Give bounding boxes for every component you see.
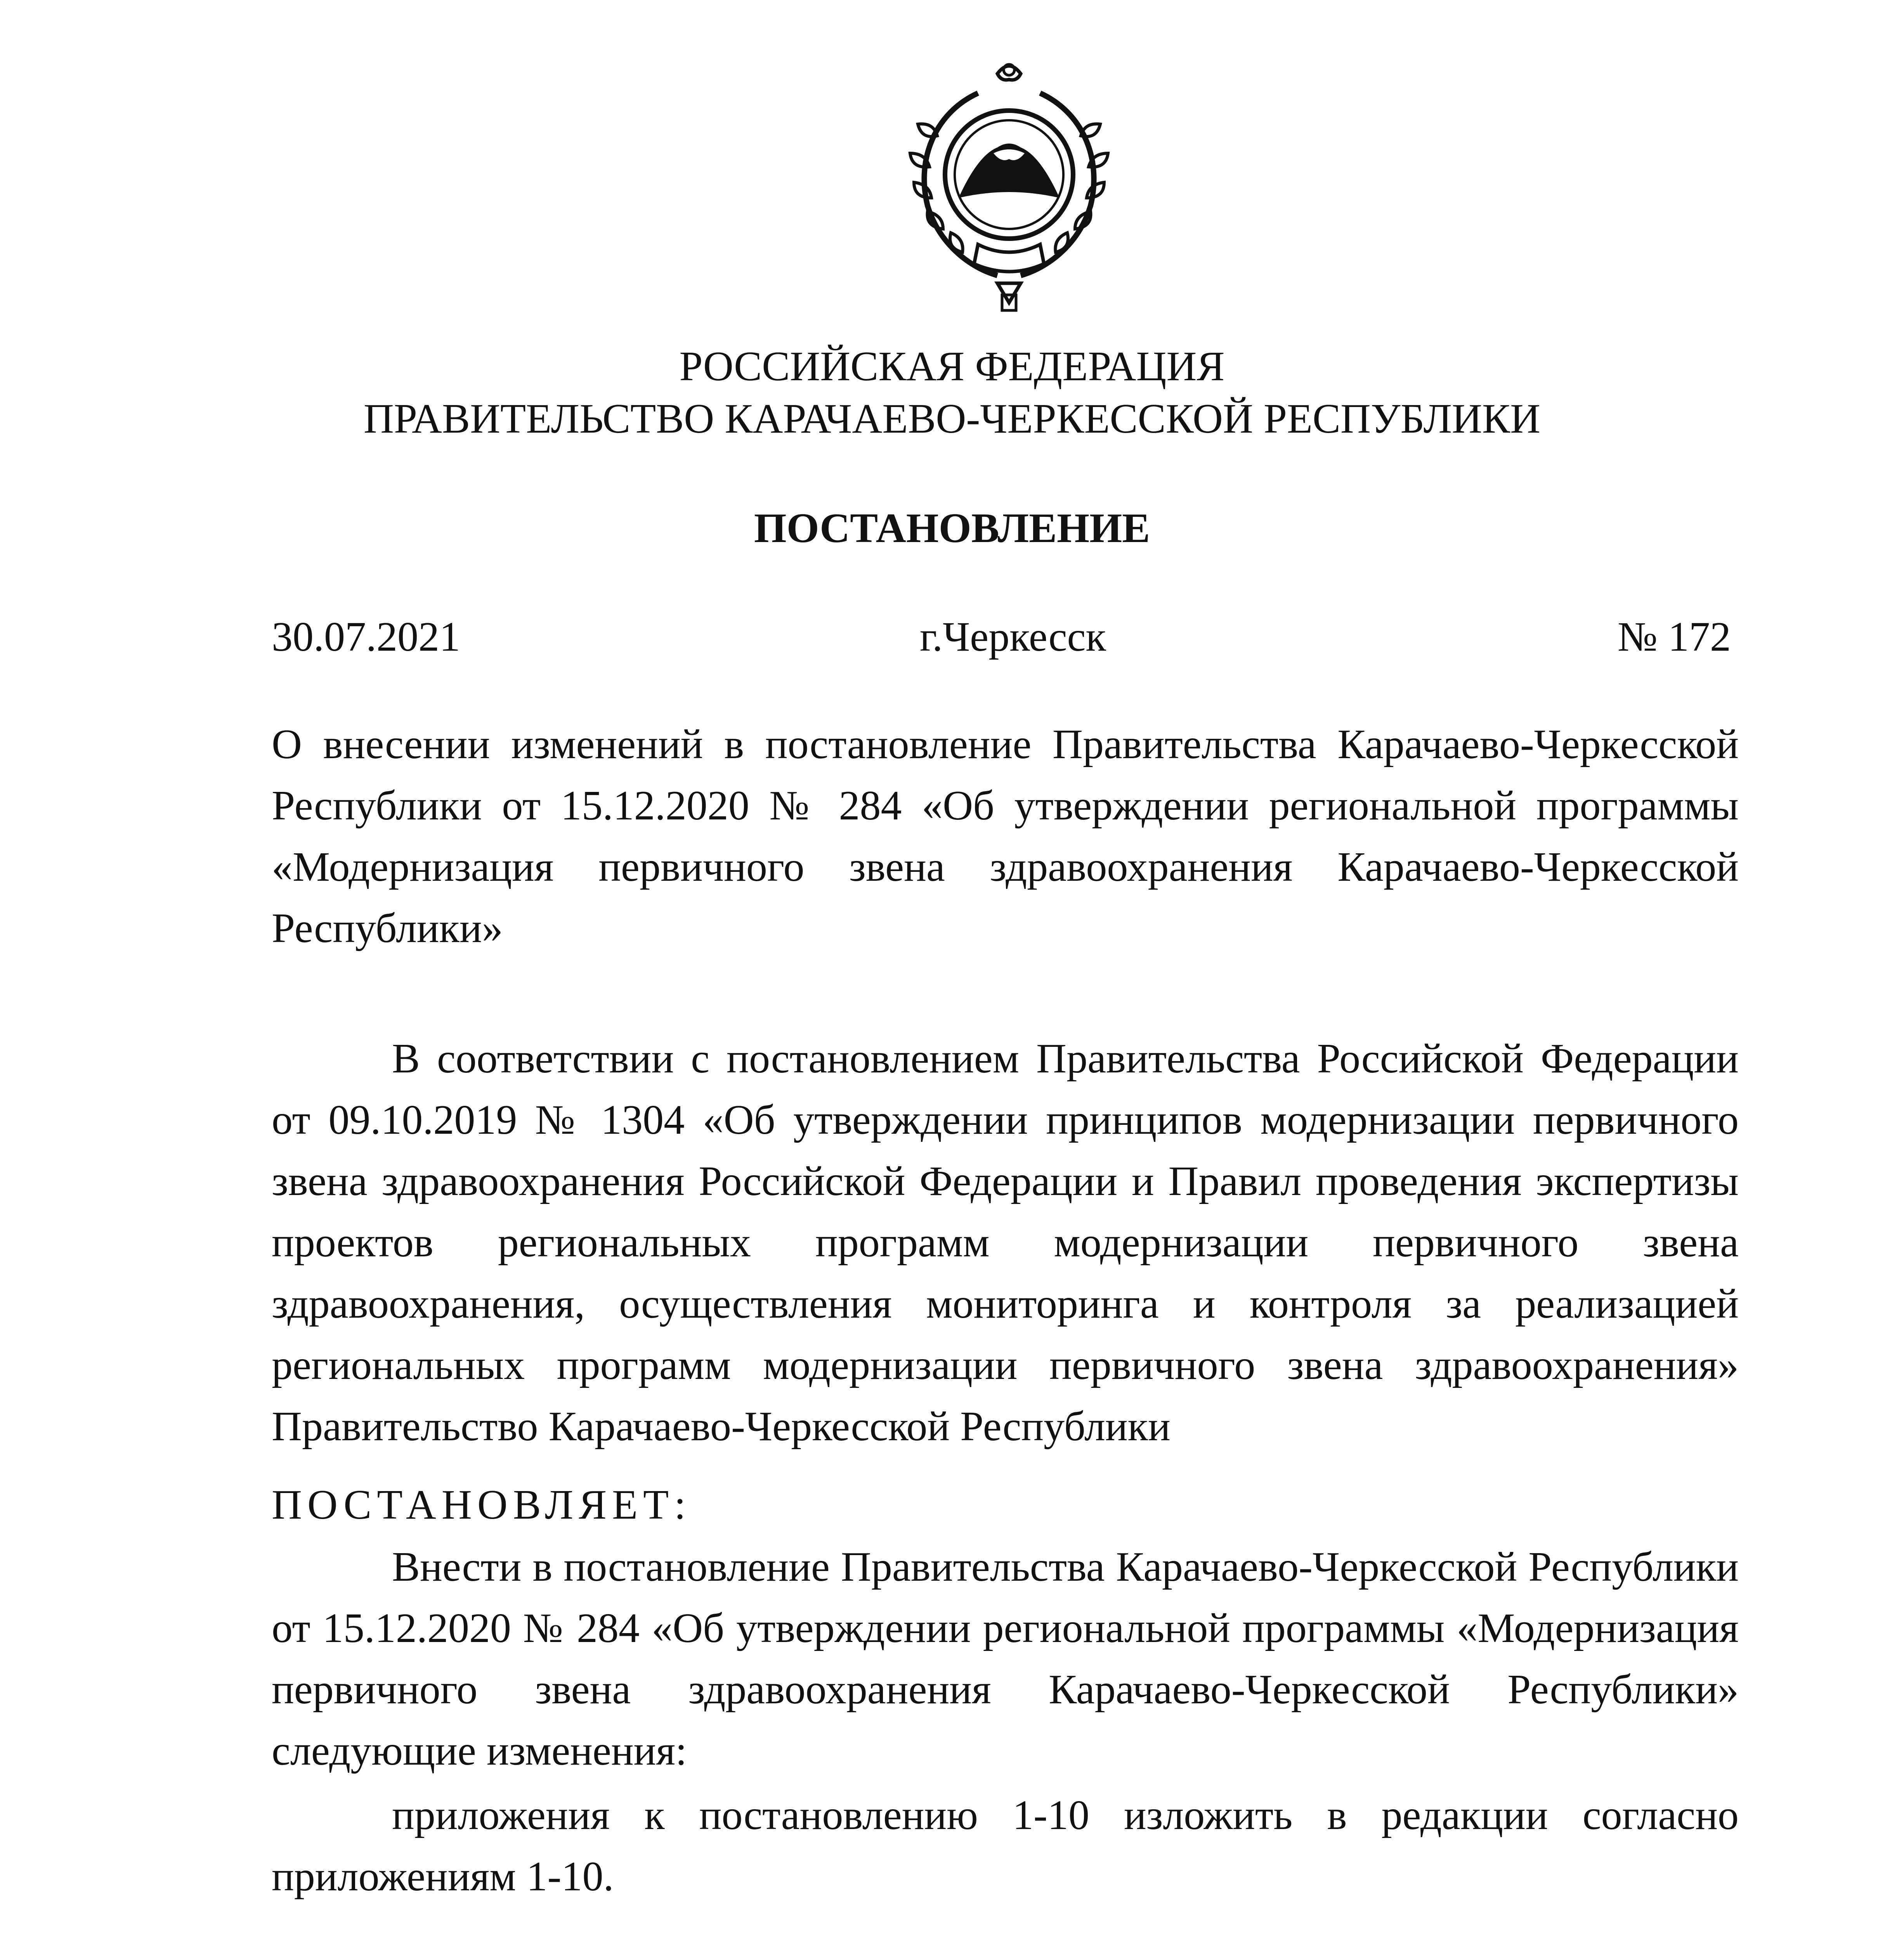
document-type: ПОСТАНОВЛЕНИЕ — [754, 505, 1150, 551]
header-country: РОССИЙСКАЯ ФЕДЕРАЦИЯ — [679, 343, 1225, 390]
body-paragraph-2: Внести в постановление Правительства Карачаево-Черкесской Республики от 15.12.2020 № 284 «Об утверждении региональной программы «Модернизация первичного звена здравоохранения Карачаево-Черкесской Республики» следующие изменения: — [272, 1544, 1739, 1774]
document-number: № 172 — [1617, 614, 1731, 660]
header-government: ПРАВИТЕЛЬСТВО КАРАЧАЕВО-ЧЕРКЕССКОЙ РЕСПУБЛИКИ — [363, 396, 1541, 442]
document-city: г.Черкесск — [920, 614, 1106, 660]
document-date: 30.07.2021 — [272, 614, 460, 660]
body-paragraph-1: В соответствии с постановлением Правительства Российской Федерации от 09.10.2019 № 1304 «Об утверждении принципов модернизации первичного звена здравоохранения Российской Федерации и Правил проведения экспертизы проектов региональных программ модернизации первичного звена здравоохранения, осуществления мониторинга и контроля за реализацией региональных программ модернизации первичного звена здравоохранения» Правительство Карачаево-Черкесской Республики — [272, 1036, 1739, 1450]
resolves-line: ПОСТАНОВЛЯЕТ: — [272, 1482, 692, 1528]
coat-of-arms-icon — [900, 58, 1118, 314]
document-title: О внесении изменений в постановление Правительства Карачаево-Черкесской Республики от 15.12.2020 № 284 «Об утверждении региональной программы «Модернизация первичного звена здравоохранения Карачаево-Черкесской Республики» — [272, 721, 1739, 951]
body-paragraph-3: приложения к постановлению 1-10 изложить в редакции согласно приложениям 1-10. — [272, 1792, 1739, 1900]
